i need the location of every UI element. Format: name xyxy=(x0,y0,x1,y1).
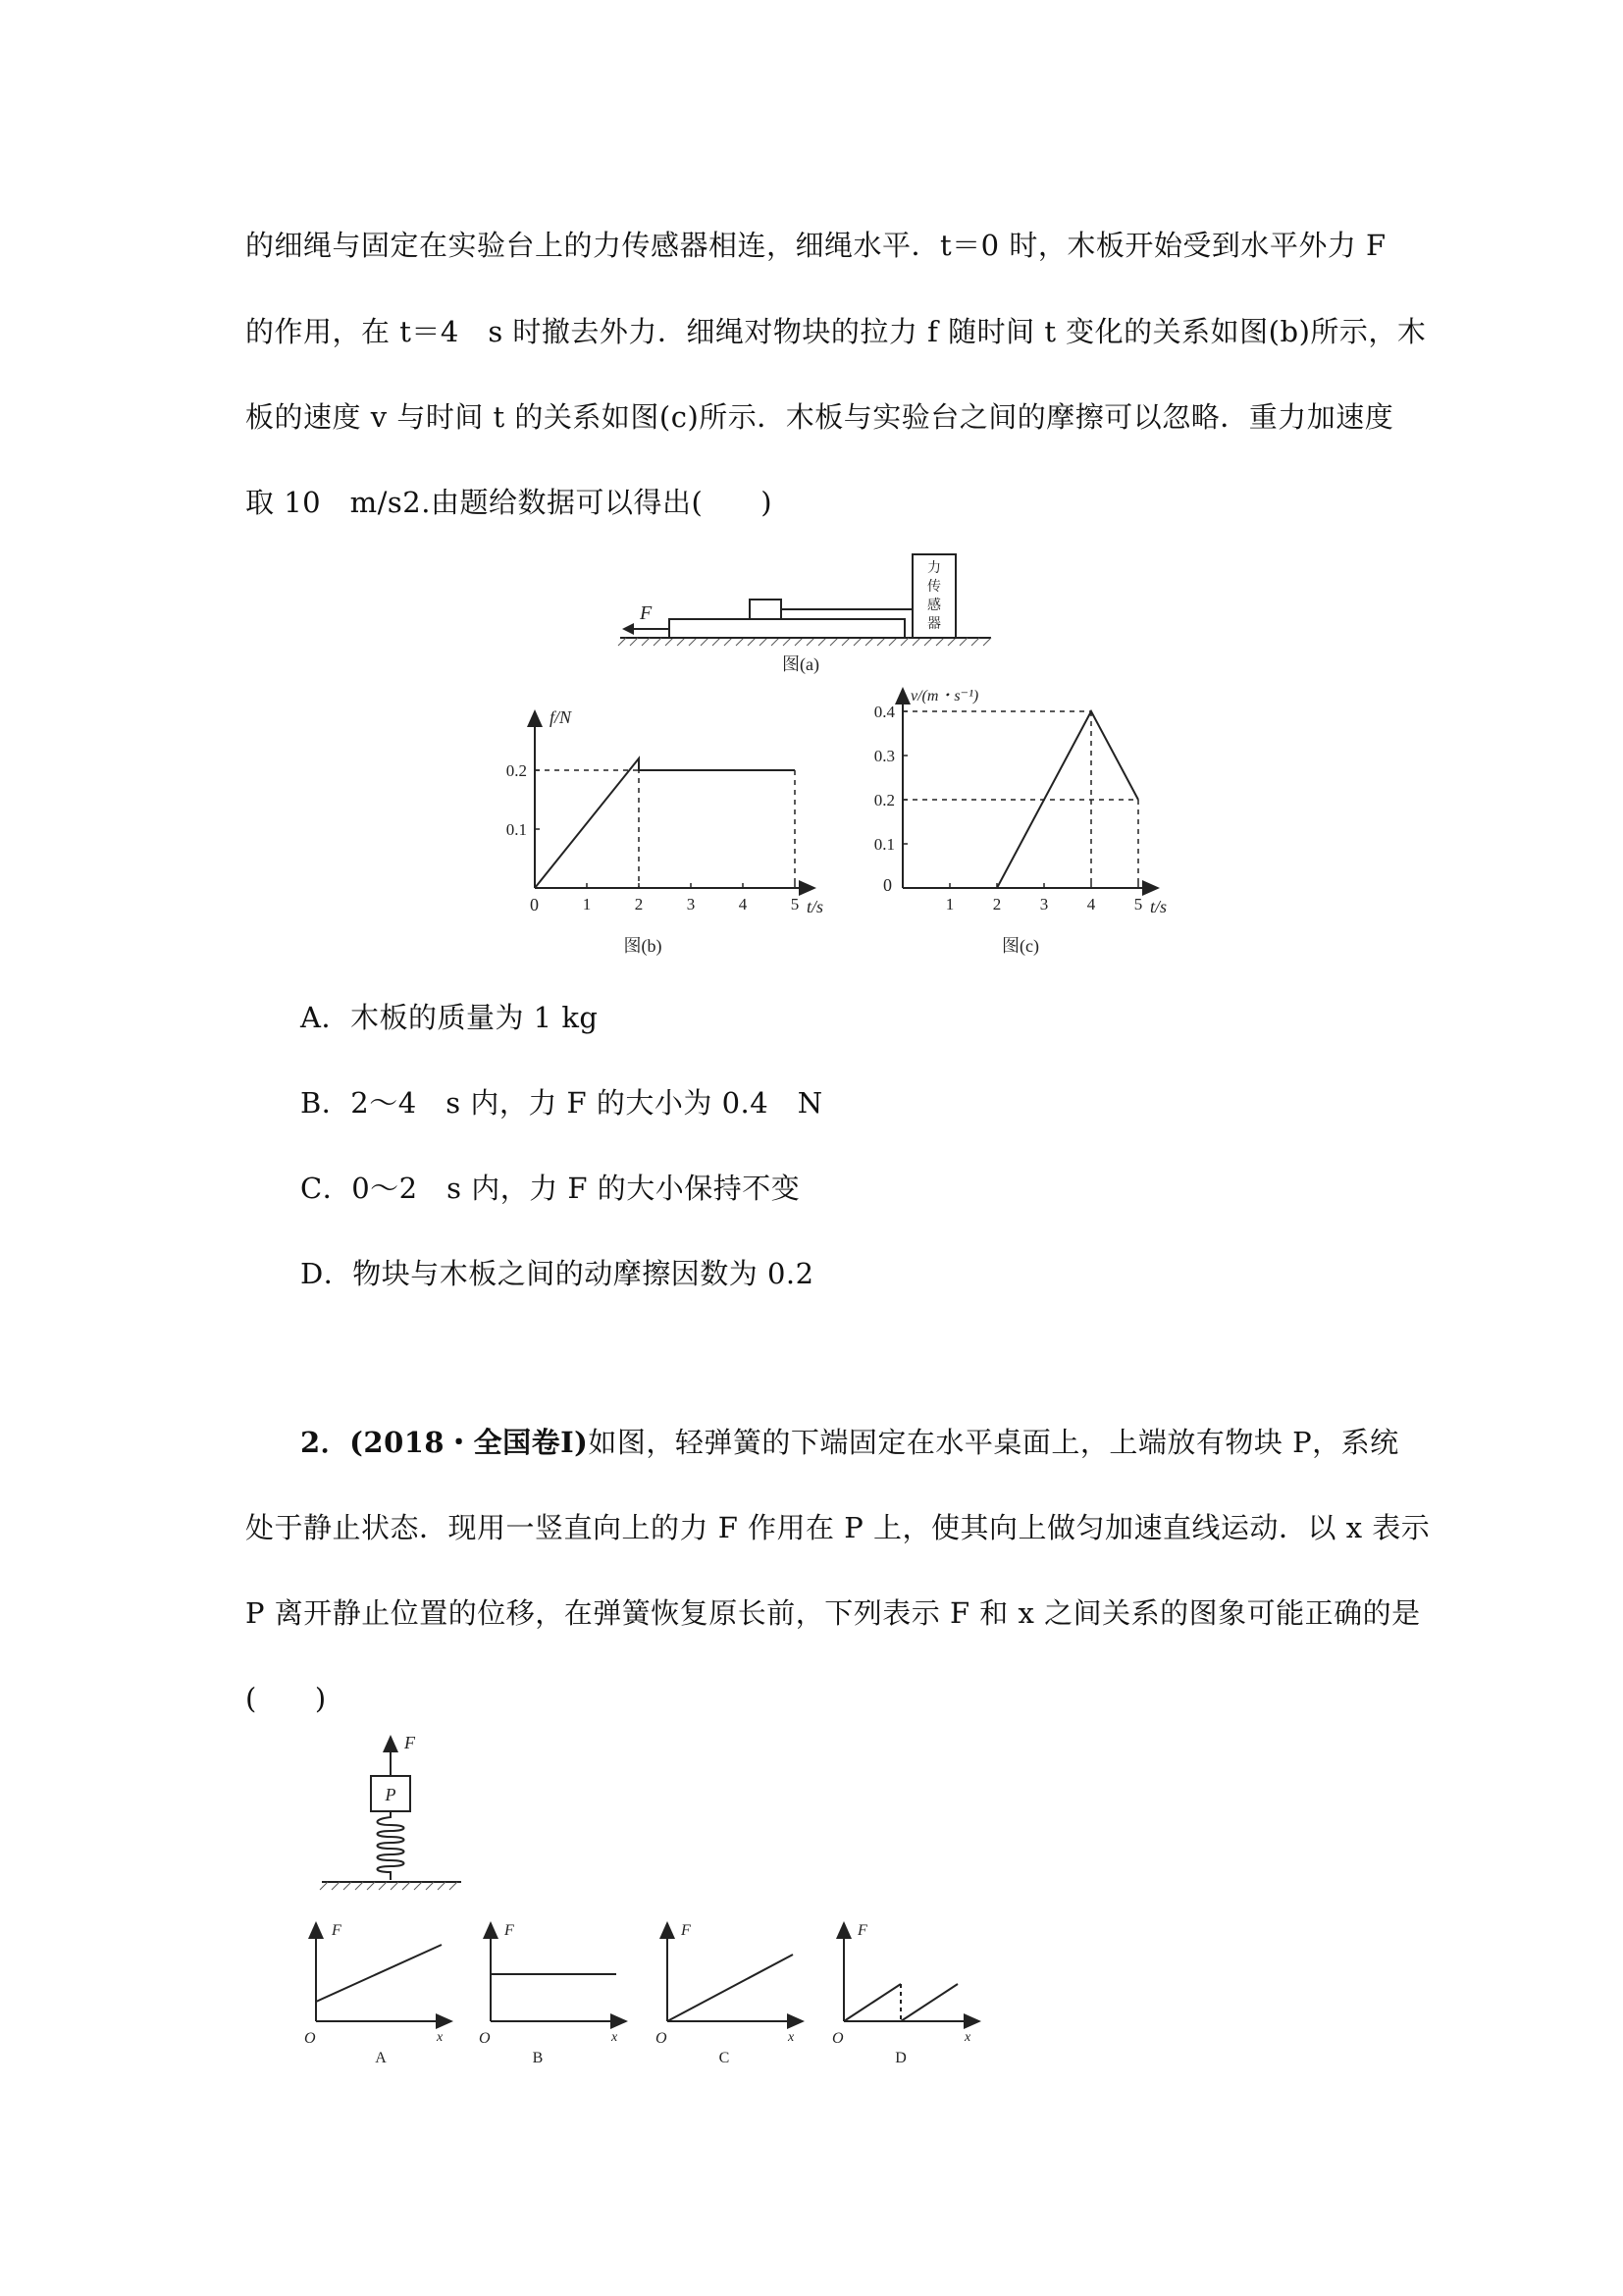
option-graph-c xyxy=(646,1913,812,2070)
graph-d-segment-2 xyxy=(901,1984,958,2021)
chart-c-y-tick-label: 0.4 xyxy=(873,703,895,721)
figure-a xyxy=(608,545,1021,682)
graph-a-origin: O xyxy=(304,2030,316,2047)
option-graph-d xyxy=(822,1913,989,2070)
force-label: F xyxy=(640,602,653,624)
block-p-label: P xyxy=(385,1785,396,1804)
graph-b-xlabel: x xyxy=(611,2030,618,2045)
fig-a-caption: 图(a) xyxy=(782,654,819,674)
chart-c-x-tick-label: 3 xyxy=(1039,895,1049,913)
option-graph-b xyxy=(469,1913,636,2070)
graph-c-xlabel: x xyxy=(788,2030,795,2045)
q1-line-2: 的作用，在 t＝4 s 时撤去外力．细绳对物块的拉力 f 随时间 t 变化的关系如图(b)所示，木 xyxy=(245,315,1427,348)
chart-b-ylabel: f/N xyxy=(550,707,572,727)
q1-line-1: 的细绳与固定在实验台上的力传感器相连，细绳水平．t＝0 时，木板开始受到水平外力 F xyxy=(245,229,1387,262)
chart-b-x-tick-label: 2 xyxy=(634,895,644,913)
option-graph-a xyxy=(294,1913,461,2070)
wooden-board xyxy=(669,619,905,638)
chart-b-xlabel: t/s xyxy=(807,897,824,916)
spring xyxy=(378,1811,404,1880)
sensor-label-1: 力 xyxy=(927,561,941,576)
chart-b-caption: 图(b) xyxy=(623,936,662,956)
sensor-label-2: 传 xyxy=(927,580,941,595)
sensor-label-4: 器 xyxy=(927,617,941,632)
chart-b xyxy=(491,702,844,966)
graph-d-ylabel: F xyxy=(858,1922,867,1939)
chart-c xyxy=(854,677,1187,966)
chart-c-y-tick-label: 0.1 xyxy=(873,835,895,854)
chart-c-x-tick-label: 1 xyxy=(945,895,955,913)
q2-line-1-text: 如图，轻弹簧的下端固定在水平桌面上，上端放有物块 P，系统 xyxy=(588,1426,1399,1459)
chart-c-caption: 图(c) xyxy=(1002,936,1039,956)
graph-a-label: A xyxy=(375,2050,387,2066)
q1-line-3: 板的速度 v 与时间 t 的关系如图(c)所示．木板与实验台之间的摩擦可以忽略．重力加速度 xyxy=(245,400,1394,434)
graph-c-origin: O xyxy=(655,2030,667,2047)
graph-b-ylabel: F xyxy=(504,1922,514,1939)
chart-c-y-tick-label: 0.2 xyxy=(873,791,895,809)
graph-d-xlabel: x xyxy=(965,2030,971,2045)
chart-b-x-tick-label: 3 xyxy=(686,895,696,913)
chart-c-x-tick-label: 5 xyxy=(1133,895,1143,913)
q2-source: 2．(2018・全国卷Ⅰ) xyxy=(300,1426,589,1459)
q2-line-1 xyxy=(300,1421,1399,1461)
chart-b-x-tick-label: 1 xyxy=(582,895,592,913)
chart-c-x-tick-label: 4 xyxy=(1086,895,1096,913)
chart-c-ylabel: v/(m・s⁻¹) xyxy=(911,688,979,704)
graph-d-segment-1 xyxy=(844,1984,901,2021)
chart-b-x-tick-label: 5 xyxy=(790,895,800,913)
chart-b-y-tick-label: 0.2 xyxy=(505,761,527,780)
chart-c-xlabel: t/s xyxy=(1150,897,1168,916)
q1-line-4: 取 10 m/s2.由题给数据可以得出( ) xyxy=(245,486,773,519)
q2-line-2: 处于静止状态．现用一竖直向上的力 F 作用在 P 上，使其向上做匀加速直线运动．以 x 表示 xyxy=(245,1511,1431,1544)
block xyxy=(750,600,781,619)
q2-line-3: P 离开静止位置的位移，在弹簧恢复原长前，下列表示 F 和 x 之间关系的图象可能正确的是 xyxy=(245,1596,1421,1630)
q2-line-4: ( ) xyxy=(245,1682,327,1715)
graph-d-origin: O xyxy=(832,2030,844,2047)
force-arrow-head xyxy=(622,623,634,635)
chart-b-x-tick-label: 4 xyxy=(738,895,748,913)
sensor-label-3: 感 xyxy=(927,599,941,613)
graph-c-line xyxy=(667,1955,793,2021)
graph-a-line xyxy=(316,1945,442,2002)
graph-b-origin: O xyxy=(479,2030,491,2047)
graph-d-label: D xyxy=(895,2050,907,2066)
q1-option-c: C．0～2 s 内，力 F 的大小保持不变 xyxy=(300,1172,801,1205)
chart-c-x-tick-label: 2 xyxy=(992,895,1002,913)
chart-c-origin: 0 xyxy=(883,875,892,895)
graph-a-xlabel: x xyxy=(437,2030,444,2045)
spring-force-label: F xyxy=(404,1733,415,1752)
chart-b-y-tick-label: 0.1 xyxy=(505,820,527,839)
graph-c-ylabel: F xyxy=(681,1922,691,1939)
graph-a-ylabel: F xyxy=(332,1922,341,1939)
graph-c-label: C xyxy=(718,2050,730,2066)
chart-c-y-tick-label: 0.3 xyxy=(873,747,895,765)
chart-b-origin: 0 xyxy=(530,895,539,914)
q1-option-a: A．木板的质量为 1 kg xyxy=(300,1001,599,1034)
chart-b-data-line xyxy=(535,758,795,888)
q1-option-d: D．物块与木板之间的动摩擦因数为 0.2 xyxy=(300,1257,814,1290)
graph-b-label: B xyxy=(532,2050,544,2066)
q1-option-b: B．2～4 s 内，力 F 的大小为 0.4 N xyxy=(300,1086,823,1120)
spring-figure xyxy=(314,1727,471,1908)
